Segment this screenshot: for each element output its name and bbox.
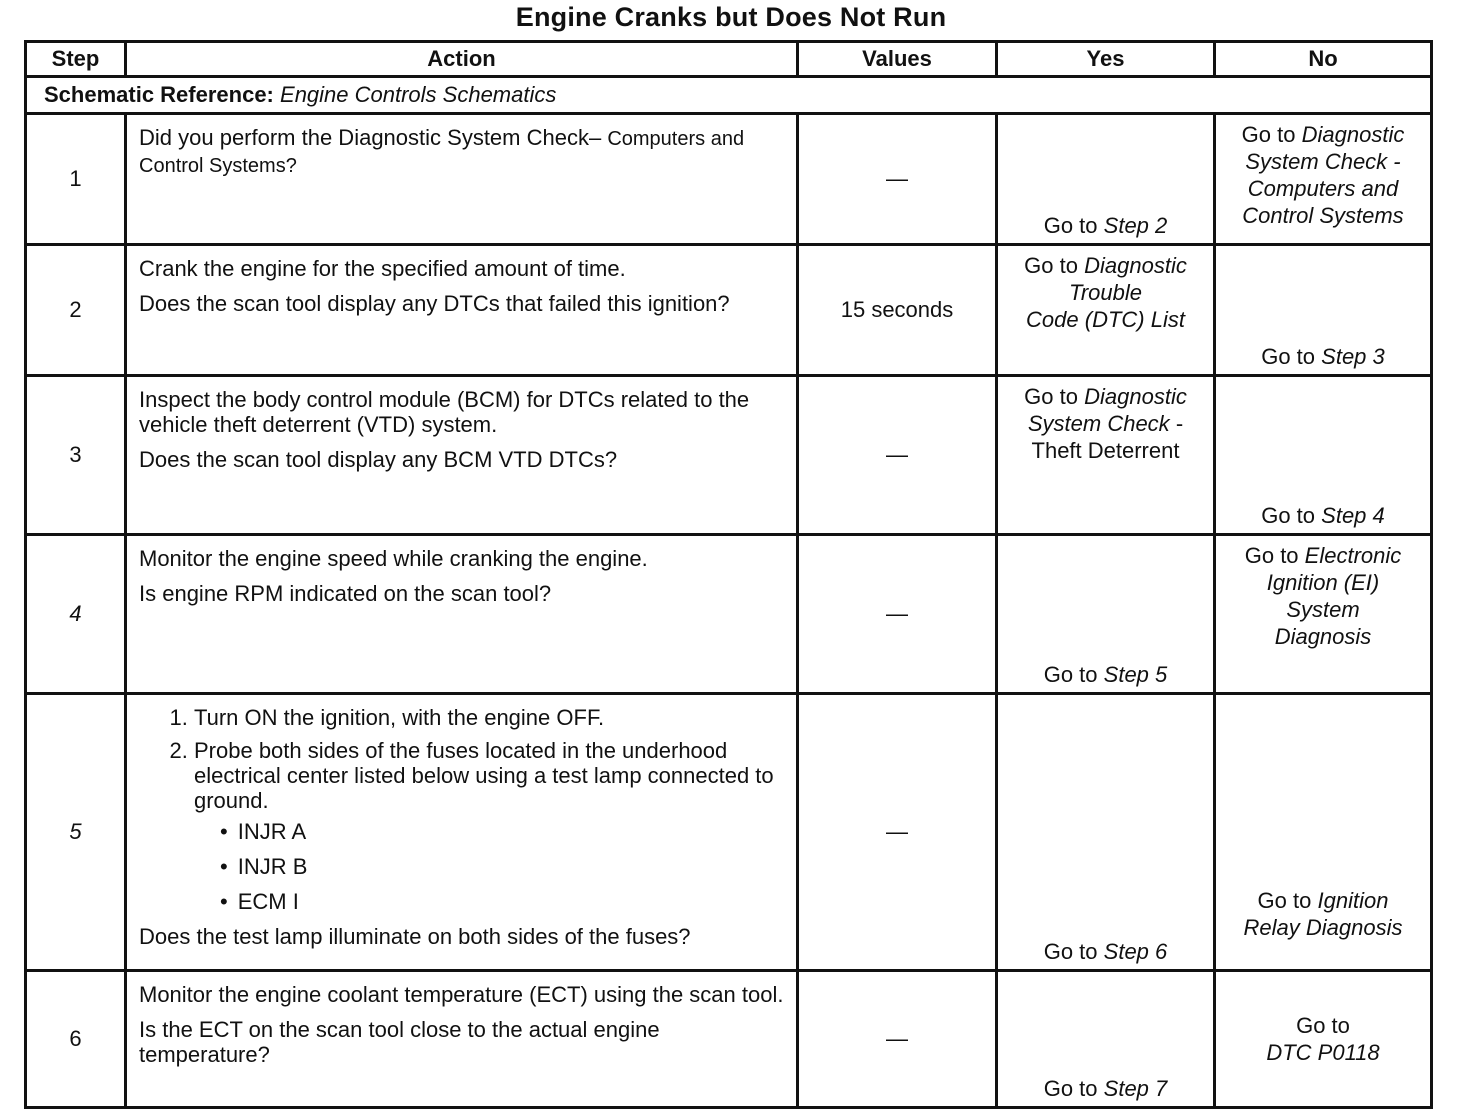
table-row	[26, 114, 1432, 245]
no-target-line: Go to	[1296, 1013, 1350, 1038]
yes-link[interactable]	[998, 661, 1213, 688]
no-target-line: System Check -	[1245, 149, 1401, 174]
no-target: Step 4	[1321, 503, 1385, 528]
yes-cell	[997, 535, 1215, 694]
no-link[interactable]	[1216, 1012, 1430, 1066]
go-to-text: Go to	[1043, 213, 1098, 238]
action-question: Does the test lamp illuminate on both sides of the fuses?	[139, 924, 691, 949]
procedure-item: 1. Turn ON the ignition, with the engine OFF.	[194, 705, 786, 730]
no-target-line: Ignition	[1317, 888, 1389, 913]
header-no: No	[1215, 42, 1432, 77]
go-to-text: Go to	[1261, 503, 1316, 528]
action-question: Is the ECT on the scan tool close to the actual engine temperature?	[139, 1017, 660, 1067]
header-step: Step	[26, 42, 126, 77]
header-values: Values	[798, 42, 997, 77]
no-link[interactable]	[1216, 343, 1430, 370]
yes-target: Step 2	[1103, 213, 1168, 238]
yes-target: Step 5	[1103, 662, 1168, 687]
fuse-list	[194, 819, 786, 914]
action-text: Monitor the engine coolant temperature (ECT) using the scan tool.	[139, 982, 784, 1007]
value-cell: —	[798, 114, 997, 245]
go-to-text: Go to	[1043, 662, 1098, 687]
action-text: Did you perform the Diagnostic System Check–	[139, 125, 602, 150]
step-number: 6	[26, 971, 126, 1108]
step-number: 5	[26, 694, 126, 971]
no-target-line: Computers and	[1247, 176, 1399, 201]
no-target-line: Relay Diagnosis	[1243, 915, 1403, 940]
action-cell	[126, 114, 798, 245]
yes-target-line: Trouble	[1069, 280, 1142, 305]
header-yes: Yes	[997, 42, 1215, 77]
value-cell: —	[798, 535, 997, 694]
action-text: Monitor the engine speed while cranking the engine.	[139, 546, 648, 571]
action-cell	[126, 245, 798, 376]
procedure-item	[194, 738, 786, 914]
schematic-reference	[26, 77, 1432, 114]
go-to-text: Go to	[1043, 939, 1098, 964]
no-link[interactable]	[1216, 502, 1430, 529]
fuse-item: • INJR B	[220, 854, 786, 879]
no-cell	[1215, 245, 1432, 376]
action-text: Crank the engine for the specified amount of time.	[139, 256, 626, 281]
yes-cell	[997, 114, 1215, 245]
yes-link[interactable]	[998, 383, 1213, 464]
table-row	[26, 694, 1432, 971]
yes-target: Step 6	[1103, 939, 1168, 964]
yes-link[interactable]	[998, 1075, 1213, 1102]
step-number: 4	[26, 535, 126, 694]
step-number: 3	[26, 376, 126, 535]
yes-target-line: System Check	[1027, 411, 1170, 436]
value-cell: —	[798, 694, 997, 971]
schematic-ref: Engine Controls Schematics	[280, 82, 557, 107]
no-target-line: Diagnosis	[1274, 624, 1372, 649]
table-row	[26, 971, 1432, 1108]
no-cell	[1215, 376, 1432, 535]
action-cell	[126, 376, 798, 535]
go-to-text: Go to	[1261, 344, 1316, 369]
yes-target: Step 7	[1103, 1076, 1168, 1101]
action-question: Does the scan tool display any DTCs that failed this ignition?	[139, 291, 730, 316]
action-cell	[126, 971, 798, 1108]
yes-target-line: Theft Deterrent	[1031, 438, 1180, 463]
yes-cell	[997, 376, 1215, 535]
yes-cell	[997, 245, 1215, 376]
page-title: Engine Cranks but Does Not Run	[515, 2, 947, 32]
no-target-line: Electronic	[1304, 543, 1402, 568]
value-cell: —	[798, 971, 997, 1108]
table-row	[26, 245, 1432, 376]
go-to-text: Go to	[1024, 384, 1078, 409]
no-target: Step 3	[1321, 344, 1385, 369]
no-cell	[1215, 694, 1432, 971]
no-cell	[1215, 971, 1432, 1108]
no-target-line: Diagnostic	[1301, 122, 1405, 147]
action-cell	[126, 535, 798, 694]
procedure-item-text: Probe both sides of the fuses located in the underhood electrical center listed below using a test lamp connected to ground.	[194, 738, 774, 813]
no-link[interactable]	[1216, 542, 1430, 650]
go-to-text: Go to	[1241, 122, 1296, 147]
no-cell	[1215, 114, 1432, 245]
no-cell	[1215, 535, 1432, 694]
no-link[interactable]	[1216, 121, 1430, 229]
yes-link[interactable]	[998, 212, 1213, 239]
go-to-text: Go to	[1257, 888, 1312, 913]
step-number: 1	[26, 114, 126, 245]
action-cell	[126, 694, 798, 971]
yes-target-line: Diagnostic	[1084, 253, 1187, 278]
yes-cell	[997, 971, 1215, 1108]
action-text-small: Computers and Control Systems?	[139, 128, 745, 177]
header-action: Action	[126, 42, 798, 77]
go-to-text: Go to	[1244, 543, 1299, 568]
fuse-item: • ECM I	[220, 889, 786, 914]
yes-target-dash: -	[1175, 411, 1184, 436]
value-cell: 15 seconds	[798, 245, 997, 376]
action-text: Inspect the body control module (BCM) for DTCs related to the vehicle theft deterrent (VTD) system.	[139, 387, 750, 437]
yes-target-line: Diagnostic	[1084, 384, 1187, 409]
yes-link[interactable]	[998, 252, 1213, 333]
no-target-line: System	[1286, 597, 1360, 622]
table-row	[26, 535, 1432, 694]
yes-link[interactable]	[998, 938, 1213, 965]
value-cell: —	[798, 376, 997, 535]
yes-cell	[997, 694, 1215, 971]
header-row	[26, 42, 1432, 77]
table-row	[26, 376, 1432, 535]
diagnostic-table	[24, 40, 1433, 1109]
step-number: 2	[26, 245, 126, 376]
schematic-row	[26, 77, 1432, 114]
action-question: Is engine RPM indicated on the scan tool?	[139, 581, 552, 606]
yes-target-line: Code (DTC) List	[1026, 307, 1185, 332]
procedure-list	[139, 705, 786, 914]
fuse-item: • INJR A	[220, 819, 786, 844]
no-link[interactable]	[1216, 887, 1430, 941]
no-target-line: Ignition (EI)	[1266, 570, 1380, 595]
schematic-label: Schematic Reference:	[44, 82, 274, 107]
no-target-line: DTC P0118	[1266, 1040, 1380, 1065]
go-to-text: Go to	[1024, 253, 1078, 278]
action-question: Does the scan tool display any BCM VTD DTCs?	[139, 447, 618, 472]
no-target-line: Control Systems	[1242, 203, 1404, 228]
go-to-text: Go to	[1043, 1076, 1098, 1101]
